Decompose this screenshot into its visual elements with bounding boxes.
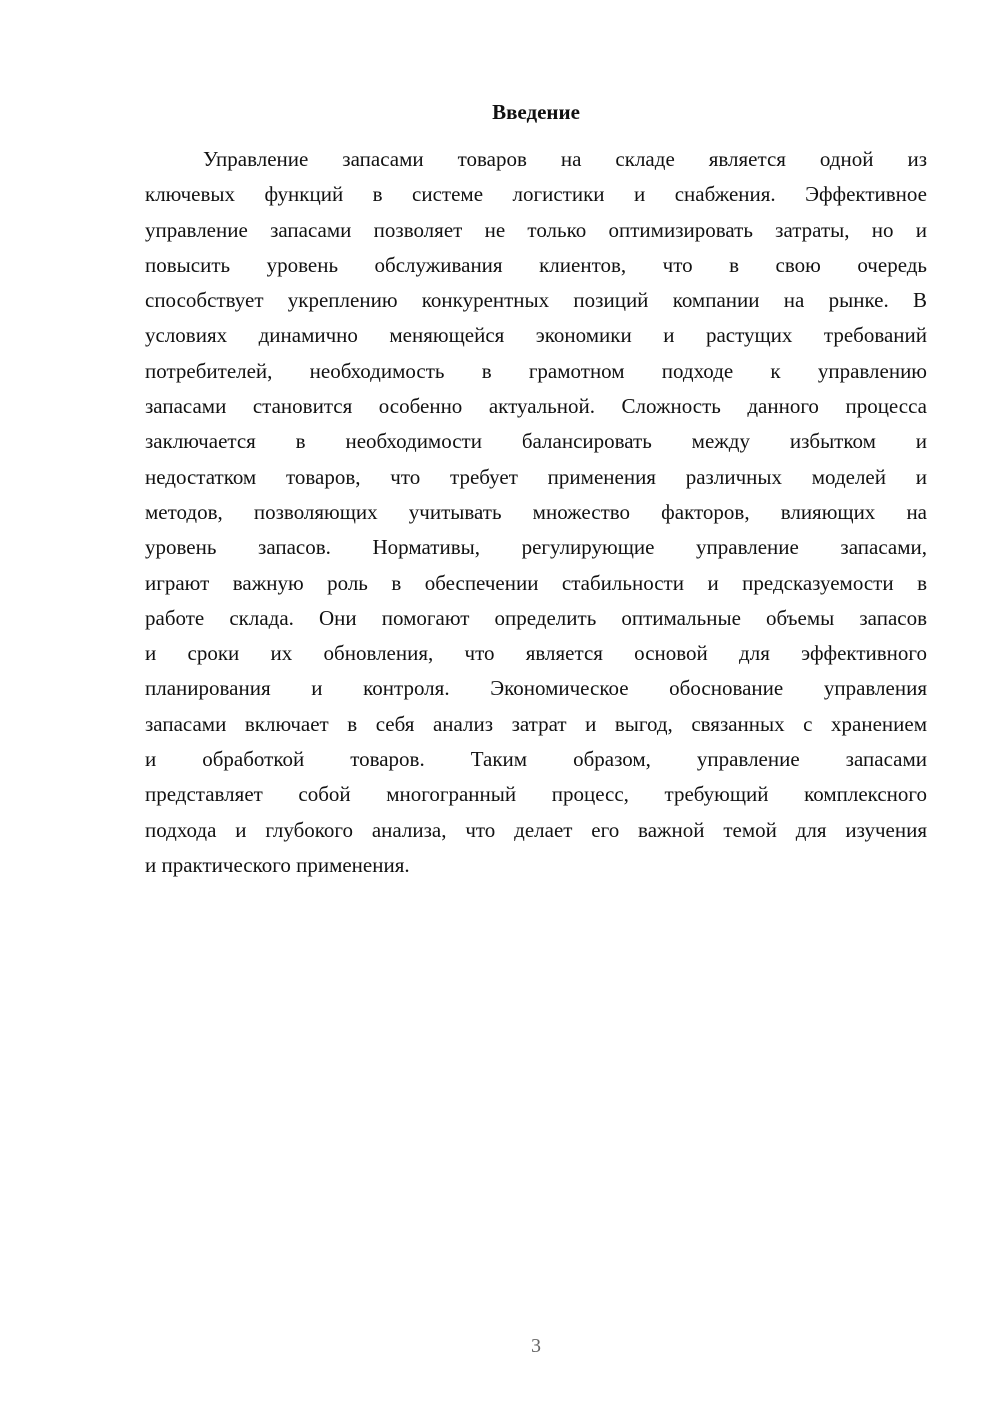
paragraph-line: потребителей, необходимость в грамотном подходе к управлению — [145, 358, 927, 383]
section-heading: Введение — [492, 100, 580, 124]
paragraph-line: условиях динамично меняющейся экономики и растущих требований — [145, 323, 927, 348]
paragraph-line: запасами становится особенно актуальной. Сложность данного процесса — [145, 394, 927, 419]
paragraph-line: запасами включает в себя анализ затрат и выгод, связанных с хранением — [145, 711, 927, 736]
paragraph-line: играют важную роль в обеспечении стабильности и предсказуемости в — [145, 570, 927, 595]
page-number: 3 — [531, 1335, 541, 1357]
paragraph-line: и сроки их обновления, что является основой для эффективного — [145, 641, 927, 666]
body-paragraph — [145, 142, 927, 883]
paragraph-line: и практического применения. — [145, 852, 410, 877]
paragraph-line: недостатком товаров, что требует применения различных моделей и — [145, 464, 927, 489]
paragraph-line: способствует укреплению конкурентных позиций компании на рынке. В — [145, 288, 927, 313]
paragraph-line: повысить уровень обслуживания клиентов, что в свою очередь — [145, 252, 927, 277]
paragraph-line: подхода и глубокого анализа, что делает его важной темой для изучения — [145, 817, 927, 842]
paragraph-line: работе склада. Они помогают определить оптимальные объемы запасов — [145, 605, 927, 630]
paragraph-line: Управление запасами товаров на складе является одной из — [203, 147, 927, 171]
paragraph-line: управление запасами позволяет не только оптимизировать затраты, но и — [145, 217, 927, 242]
paragraph-line: представляет собой многогранный процесс, требующий комплексного — [145, 782, 927, 807]
paragraph-line: заключается в необходимости балансировать между избытком и — [145, 429, 927, 454]
paragraph-line: методов, позволяющих учитывать множество факторов, влияющих на — [145, 499, 927, 524]
paragraph-line: планирования и контроля. Экономическое обоснование управления — [145, 676, 927, 701]
paragraph-line: и обработкой товаров. Таким образом, управление запасами — [145, 747, 927, 772]
paragraph-line: ключевых функций в системе логистики и снабжения. Эффективное — [145, 182, 927, 207]
paragraph-line: уровень запасов. Нормативы, регулирующие управление запасами, — [145, 535, 927, 560]
